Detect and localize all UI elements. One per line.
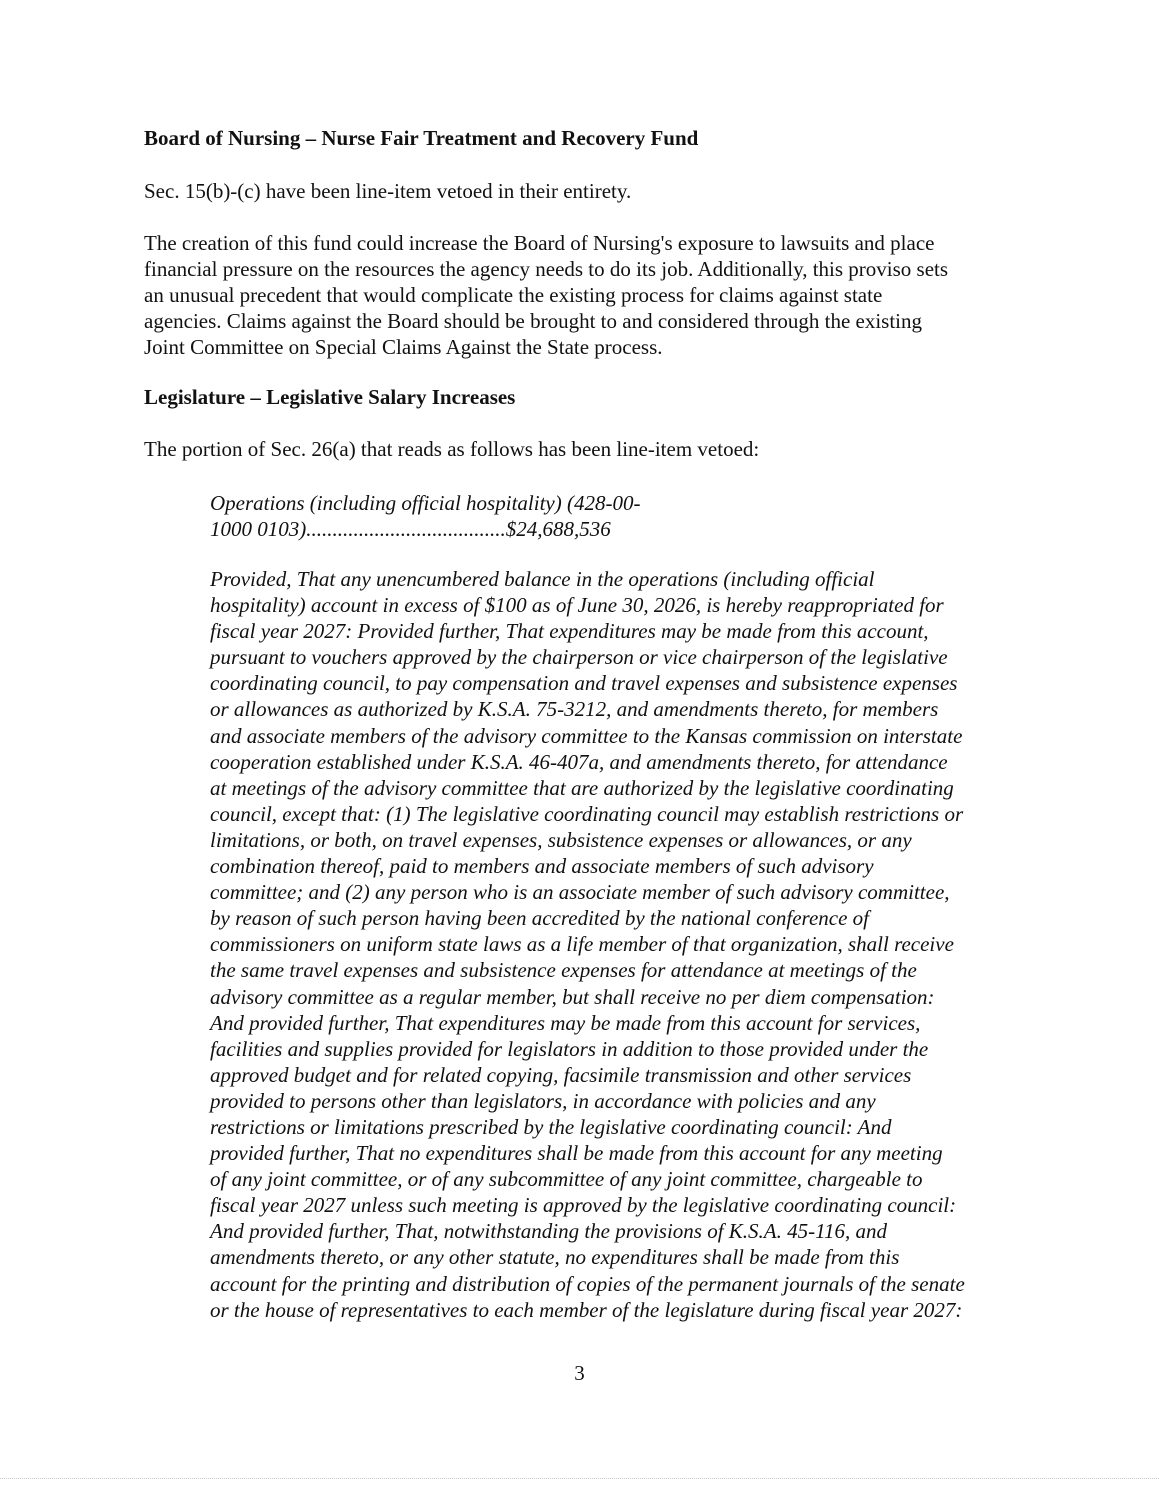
text-line: commissioners on uniform state laws as a life member of that organization, shall receive [210, 932, 954, 957]
text-line: provided further, That no expenditures shall be made from this account for any meeting [210, 1141, 943, 1166]
text-line: combination thereof, paid to members and associate members of such advisory [210, 854, 874, 879]
text-line: financial pressure on the resources the agency needs to do its job. Additionally, this proviso sets [144, 257, 949, 281]
veto-statement-sec-15: Sec. 15(b)-(c) have been line-item vetoed in their entirety. [144, 179, 632, 203]
text-line: restrictions or limitations prescribed by the legislative coordinating council: And [210, 1114, 892, 1139]
text-line: The creation of this fund could increase the Board of Nursing's exposure to lawsuits and place [144, 231, 935, 255]
text-line: an unusual precedent that would complicate the existing process for claims against state [144, 283, 883, 307]
text-line: account for the printing and distribution of copies of the permanent journals of the senate [210, 1271, 965, 1296]
text-line: agencies. Claims against the Board should be brought to and considered through the existing [144, 309, 923, 333]
appropriation-line-item [210, 490, 1040, 542]
text-line: fiscal year 2027: Provided further, That expenditures may be made from this account, [210, 619, 929, 644]
text-line: coordinating council, to pay compensation and travel expenses and subsistence expenses [210, 671, 958, 696]
page-number: 3 [574, 1361, 585, 1385]
text-line: and associate members of the advisory committee to the Kansas commission on interstate [210, 723, 963, 748]
text-line: or the house of representatives to each member of the legislature during fiscal year 2027: [210, 1297, 963, 1322]
text-line: hospitality) account in excess of $100 as of June 30, 2026, is hereby reappropriated for [210, 593, 944, 618]
veto-intro-sec-26: The portion of Sec. 26(a) that reads as follows has been line-item vetoed: [144, 437, 760, 461]
text-line: provided to persons other than legislators, in accordance with policies and any [210, 1088, 876, 1113]
rationale-paragraph [144, 230, 1024, 360]
scan-edge-divider [0, 1478, 1159, 1479]
text-line: at meetings of the advisory committee that are authorized by the legislative coordinating [210, 775, 954, 800]
text-line: Operations (including official hospitality) (428-00- [210, 491, 641, 515]
text-line: by reason of such person having been accredited by the national conference of [210, 906, 869, 931]
text-line: or allowances as authorized by K.S.A. 75-3212, and amendments thereto, for members [210, 697, 939, 722]
text-line: limitations, or both, on travel expenses, subsistence expenses or allowances, or any [210, 827, 912, 852]
text-line: committee; and (2) any person who is an associate member of such advisory committee, [210, 880, 950, 905]
text-line: the same travel expenses and subsistence expenses for attendance at meetings of the [210, 958, 917, 983]
text-line: And provided further, That expenditures may be made from this account for services, [210, 1010, 921, 1035]
text-line: Joint Committee on Special Claims Against the State process. [144, 335, 663, 359]
section-heading-legislature: Legislature – Legislative Salary Increases [144, 385, 516, 409]
text-line: of any joint committee, or of any subcommittee of any joint committee, chargeable to [210, 1167, 923, 1192]
proviso-paragraph [210, 566, 1040, 1323]
text-line: 1000 0103)......................................$24,688,536 [210, 517, 611, 542]
text-line: council, except that: (1) The legislative coordinating council may establish restrictions or [210, 801, 964, 826]
text-line: And provided further, That, notwithstanding the provisions of K.S.A. 45-116, and [210, 1219, 888, 1244]
text-line: amendments thereto, or any other statute, no expenditures shall be made from this [210, 1245, 900, 1270]
text-line: Provided, That any unencumbered balance in the operations (including official [210, 567, 875, 591]
text-line: fiscal year 2027 unless such meeting is approved by the legislative coordinating council: [210, 1193, 957, 1218]
text-line: approved budget and for related copying, facsimile transmission and other services [210, 1062, 912, 1087]
text-line: facilities and supplies provided for legislators in addition to those provided under the [210, 1036, 929, 1061]
section-heading-board-of-nursing: Board of Nursing – Nurse Fair Treatment and Recovery Fund [144, 126, 699, 150]
text-line: advisory committee as a regular member, but shall receive no per diem compensation: [210, 984, 935, 1009]
text-line: cooperation established under K.S.A. 46-407a, and amendments thereto, for attendance [210, 749, 948, 774]
text-line: pursuant to vouchers approved by the chairperson or vice chairperson of the legislative [210, 645, 948, 670]
